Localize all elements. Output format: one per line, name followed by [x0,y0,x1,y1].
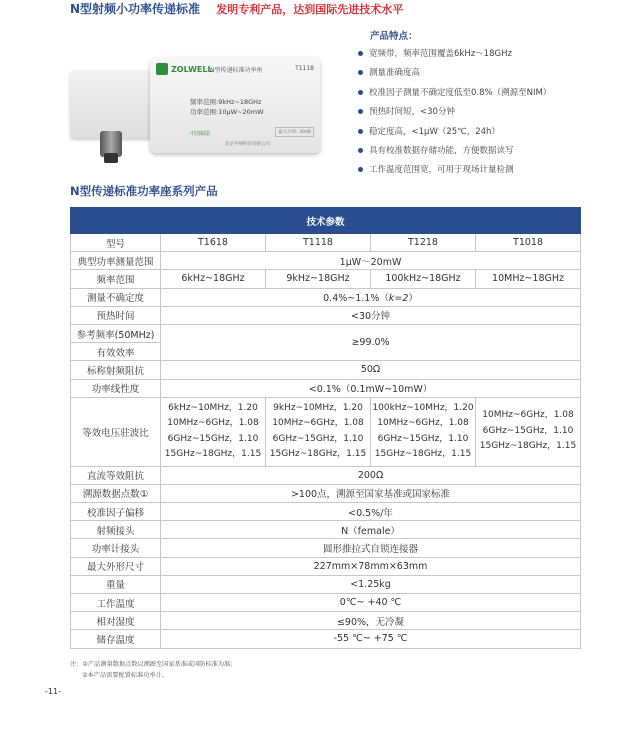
feature-item: 测量准确度高 [358,64,551,83]
section-title: N型传递标准功率座系列产品 [70,184,218,198]
bullet-icon [358,148,363,153]
table-header: 技术参数 [71,208,581,234]
feature-item: 工作温度范围宽，可用于现场计量检测 [358,161,551,180]
n-connector-tip [104,153,118,163]
device-spec-freq: 频率范围:9kHz~18GHz [190,98,262,106]
uncertainty-value: 0.4%~1.1%（k=2） [161,288,581,306]
table-row: 参考频率(50MHz) ≥99.0% [71,324,581,342]
table-row: 功率线性度 <0.1%（0.1mW~10mW） [71,379,581,397]
spec-table [70,207,581,649]
table-row: 频率范围 6kHz~18GHz 9kHz~18GHz 100kHz~18GHz 10MHz~18GHz [71,270,581,288]
table-row: 相对湿度 ≤90%，无冷凝 [71,612,581,630]
table-row: 溯源数据点数① >100点，溯源至国家基准或国家标准 [71,484,581,502]
device-title: N型传递标准功率座 [210,67,263,74]
table-row: 测量不确定度 0.4%~1.1%（k=2） [71,288,581,306]
device-spec-power: 功率范围:10μW~20mW [190,108,264,116]
feature-item: 具有校准数据存储功能，方便数据读写 [358,142,551,161]
device-model: T1118 [295,65,314,72]
vswr-cell: 100kHz~10MHz，1.20 10MHz~6GHz，1.08 6GHz~15GHz，1.10 15GHz~18GHz，1.15 [371,397,476,466]
device-brand: ZOLWELL [171,65,213,74]
device-warning: 最大功率: 30dB [275,127,314,137]
table-row: 等效电压驻波比 6kHz~10MHz，1.20 10MHz~6GHz，1.08 6GHz~15GHz，1.10 15GHz~18GHz，1.15 9kHz~10MHz，1.20 10MHz~6GHz，1.08 6GHz~15GHz，1.10 15GHz~18GHz，1.15 100kHz~10MHz，1.20 10MHz~6GHz，1.08 6GHz~15GHz，1.10 15GHz~18GHz，1.15 10MHz~6GHz，1.08 6GHz~15GHz，1.10 15GHz~18GHz，1.15 [71,397,581,466]
table-row: 典型功率测量范围 1μW～20mW [71,252,581,270]
bullet-icon [358,90,363,95]
table-header-row [71,208,581,234]
table-row: 校准因子偏移 <0.5%/年 [71,503,581,521]
features-list [358,28,551,181]
bullet-icon [358,129,363,134]
brand-logo-icon [156,63,168,75]
table-row: 最大外形尺寸 227mm×78mm×63mm [71,557,581,575]
table-row: 标称射频阻抗 50Ω [71,361,581,379]
header-title: N型射频小功率传递标准 [70,2,201,16]
page-number: -11- [45,687,61,696]
feature-item: 宽频带，频率范围覆盖6kHz～18GHz [358,45,551,64]
device-maker: 北京中翔科技有限公司 [225,142,270,147]
footnotes [70,659,236,681]
bullet-icon [358,109,363,114]
bullet-icon [358,70,363,75]
table-row: 射频接头 N（female） [71,521,581,539]
table-row: 工作温度 0℃~ +40 ℃ [71,594,581,612]
table-row: 型号 T1618 T1118 T1218 T1018 [71,234,581,252]
footnote-1: 注：①产品测量数据点数以溯源至国家基准或国防标准为准； [70,661,237,668]
table-row: 储存温度 -55 ℃~ +75 ℃ [71,630,581,648]
vswr-cell: 10MHz~6GHz，1.08 6GHz~15GHz，1.10 15GHz~18GHz，1.15 [476,397,581,466]
header-tagline: 发明专利产品，达到国际先进技术水平 [216,3,404,16]
table-row: 有效效率 [71,343,581,361]
footnote-2: ②本产品需要配置标准功率计。 [82,672,168,679]
page-header [70,0,403,17]
device-label-panel [150,57,320,153]
vswr-cell: 6kHz~10MHz，1.20 10MHz~6GHz，1.08 6GHz~15GHz，1.10 15GHz~18GHz，1.15 [161,397,266,466]
bullet-icon [358,51,363,56]
device-origin: 中国制造 [190,131,211,137]
table-row: 预热时间 <30分钟 [71,306,581,324]
table-row: 重量 <1.25kg [71,575,581,593]
sensor-body [70,70,160,138]
table-row: 直流等效阻抗 200Ω [71,466,581,484]
table-row: 功率计接头 圆形推拉式自锁连接器 [71,539,581,557]
product-photo [70,35,340,170]
bullet-icon [358,167,363,172]
feature-item: 预热时间短，<30分钟 [358,103,551,122]
feature-item: 校准因子测量不确定度低至0.8%（溯源至NIM） [358,84,551,103]
feature-item: 稳定度高，<1μW（25℃，24h） [358,123,551,142]
vswr-cell: 9kHz~10MHz，1.20 10MHz~6GHz，1.08 6GHz~15GHz，1.10 15GHz~18GHz，1.15 [266,397,371,466]
features-heading: 产品特点： [370,31,418,42]
